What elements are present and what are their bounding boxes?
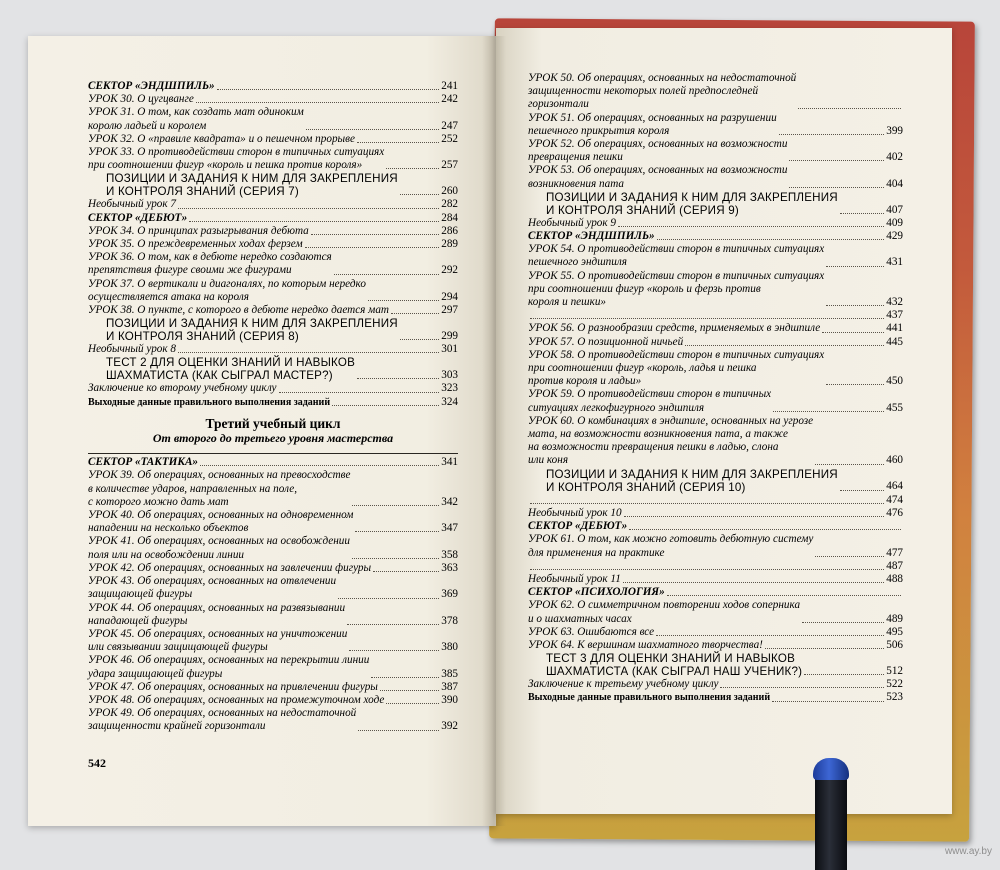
toc-entry xyxy=(528,322,903,335)
toc-entry-page: 455 xyxy=(886,401,903,414)
toc-entry-title: УРОК 53. Об операциях, основанных на возможности возникновения пата xyxy=(528,164,788,190)
toc-entry-title: СЕКТОР «ДЕБЮТ» xyxy=(528,520,628,533)
toc-entry-page: 495 xyxy=(886,625,903,638)
toc-entry xyxy=(88,133,458,146)
toc-entry-page: 294 xyxy=(441,290,458,303)
toc-entry-title: УРОК 46. Об операциях, основанных на перекрытии линии удара защищающей фигуры xyxy=(88,654,370,680)
book-gutter xyxy=(482,36,506,826)
toc-entry-title: УРОК 51. Об операциях, основанных на разрушении пешечного прикрытия короля xyxy=(528,111,777,137)
toc-entry-title: УРОК 30. О цугцванге xyxy=(88,93,194,106)
toc-entry-page: 476 xyxy=(886,506,903,519)
toc-entry-page: 358 xyxy=(441,548,458,561)
toc-entry-page: 441 xyxy=(886,322,903,335)
dot-leader xyxy=(400,339,439,340)
dot-leader xyxy=(200,465,439,466)
dot-leader xyxy=(400,194,439,195)
dot-leader xyxy=(386,168,439,169)
toc-entry-title: Необычный урок 8 xyxy=(88,343,177,356)
dot-leader xyxy=(840,213,884,214)
toc-entry-page: 407 xyxy=(886,203,903,216)
toc-entry-title: УРОК 62. О симметричном повторении ходов соперника и о шахматных часах xyxy=(528,599,801,625)
toc-entry-page: 488 xyxy=(886,572,903,585)
toc-entry xyxy=(528,138,903,164)
toc-entry xyxy=(88,628,458,654)
toc-entry-page: 297 xyxy=(441,304,458,317)
toc-entry-page: 299 xyxy=(441,330,458,343)
toc-entry-title: УРОК 34. О принципах разыгрывания дебюта xyxy=(88,224,309,237)
dot-leader xyxy=(357,142,439,143)
toc-entry-page: 242 xyxy=(441,93,458,106)
toc-entry-page: 257 xyxy=(441,159,458,172)
toc-entry-page: 324 xyxy=(441,395,458,408)
toc-entry xyxy=(528,560,903,573)
dot-leader xyxy=(380,690,439,691)
watermark: www.ay.by xyxy=(944,846,992,857)
dot-leader xyxy=(773,411,884,412)
dot-leader xyxy=(373,571,439,572)
dot-leader xyxy=(530,569,884,570)
dot-leader xyxy=(332,405,439,406)
toc-entry xyxy=(528,691,903,704)
toc-entry-page: 289 xyxy=(441,238,458,251)
toc-entry-page: 286 xyxy=(441,224,458,237)
dot-leader xyxy=(629,529,901,530)
toc-entry-page: 487 xyxy=(886,559,903,572)
dot-leader xyxy=(815,556,884,557)
toc-entry-title: ПОЗИЦИИ И ЗАДАНИЯ К НИМ ДЛЯ ЗАКРЕПЛЕНИЯ И КОНТРОЛЯ ЗНАНИЙ (СЕРИЯ 9) xyxy=(546,190,838,217)
toc-entry-page: 385 xyxy=(441,667,458,680)
toc-left-entries-bottom xyxy=(88,456,458,733)
toc-entry-page: 432 xyxy=(886,296,903,309)
toc-entry xyxy=(88,356,458,382)
toc-sector-entry xyxy=(88,80,458,93)
toc-entry-page: 363 xyxy=(441,561,458,574)
toc-entry-title: ТЕСТ 3 ДЛЯ ОЦЕНКИ ЗНАНИЙ И НАВЫКОВ ШАХМАТИСТА (КАК СЫГРАЛ НАШ УЧЕНИК?) xyxy=(546,652,803,679)
toc-entry-title: УРОК 57. О позиционной ничьей xyxy=(528,335,684,348)
cycle-subtitle: От второго до третьего уровня мастерства xyxy=(152,431,394,446)
toc-entry xyxy=(528,626,903,639)
dot-leader xyxy=(815,464,884,465)
toc-entry xyxy=(528,243,903,269)
dot-leader xyxy=(178,208,439,209)
toc-entry-page: 409 xyxy=(886,216,903,229)
toc-entry-page: 399 xyxy=(886,124,903,137)
toc-entry xyxy=(528,191,903,217)
dot-leader xyxy=(530,318,884,319)
toc-entry xyxy=(528,507,903,520)
toc-entry-page: 489 xyxy=(886,612,903,625)
toc-entry xyxy=(528,388,903,414)
toc-entry-page: 404 xyxy=(886,177,903,190)
toc-entry-title: УРОК 56. О разнообразии средств, применяемых в эндшпиле xyxy=(528,322,821,335)
toc-entry-title: УРОК 38. О пункте, с которого в дебюте нередко дается мат xyxy=(88,304,389,317)
toc-entry xyxy=(528,468,903,494)
toc-entry-title: Необычный урок 11 xyxy=(528,572,621,585)
dot-leader xyxy=(371,677,439,678)
toc-entry-page: 241 xyxy=(441,80,458,92)
toc-left-entries-top xyxy=(88,80,458,409)
toc-entry-title: УРОК 39. Об операциях, основанных на превосходстве в количестве ударов, направленных на поле, с которого можно дать мат xyxy=(88,469,351,508)
toc-entry-title: УРОК 45. Об операциях, основанных на уничтожении или связывании защищающей фигуры xyxy=(88,627,348,654)
toc-entry xyxy=(88,278,458,304)
toc-entry xyxy=(528,309,903,322)
dot-leader xyxy=(357,378,439,379)
dot-leader xyxy=(822,332,884,333)
toc-entry-page: 252 xyxy=(441,132,458,145)
toc-entry xyxy=(528,415,903,468)
toc-entry xyxy=(528,652,903,678)
toc-entry xyxy=(88,562,458,575)
toc-entry xyxy=(88,509,458,535)
toc-entry xyxy=(88,535,458,561)
toc-entry-title: УРОК 54. О противодействии сторон в типичных ситуациях пешечного эндшпиля xyxy=(528,243,825,269)
toc-entry-title: Заключение к третьему учебному циклу xyxy=(528,678,719,691)
dot-leader xyxy=(189,221,439,222)
toc-entry-page: 301 xyxy=(441,343,458,356)
toc-entry xyxy=(88,93,458,106)
dot-leader xyxy=(305,247,440,248)
dot-leader xyxy=(804,674,884,675)
dot-leader xyxy=(279,392,440,393)
dot-leader xyxy=(349,650,439,651)
toc-entry-page: 523 xyxy=(886,691,903,704)
dot-leader xyxy=(618,226,884,227)
toc-entry-title: УРОК 43. Об операциях, основанных на отвлечении защищающей фигуры xyxy=(88,575,337,601)
toc-entry-title: УРОК 48. Об операциях, основанных на промежуточном ходе xyxy=(88,693,385,706)
toc-entry-title: СЕКТОР «ДЕБЮТ» xyxy=(88,211,188,224)
dot-leader xyxy=(334,274,439,275)
toc-entry-title: ПОЗИЦИИ И ЗАДАНИЯ К НИМ ДЛЯ ЗАКРЕПЛЕНИЯ И КОНТРОЛЯ ЗНАНИЙ (СЕРИЯ 8) xyxy=(106,317,398,344)
toc-entry-title: СЕКТОР «ПСИХОЛОГИЯ» xyxy=(528,586,665,599)
toc-entry xyxy=(88,146,458,172)
toc-entry-page: 460 xyxy=(886,454,903,467)
dot-leader xyxy=(530,503,884,504)
divider xyxy=(88,453,458,454)
toc-entry-title: УРОК 31. О том, как создать мат одиноким королю ладьей и королем xyxy=(88,106,304,132)
toc-entry-page: 247 xyxy=(441,119,458,132)
toc-entry-title: УРОК 40. Об операциях, основанных на одновременном нападении на несколько объектов xyxy=(88,509,354,535)
pen-cap-icon xyxy=(813,758,849,780)
toc-entry-page: 378 xyxy=(441,614,458,627)
toc-entry-title: УРОК 36. О том, как в дебюте нередко создаются препятствия фигуре своими же фигурами xyxy=(88,251,332,277)
dot-leader xyxy=(772,701,884,702)
toc-entry-page: 506 xyxy=(886,638,903,651)
toc-entry xyxy=(88,172,458,198)
toc-entry-title: УРОК 35. О преждевременных ходах ферзем xyxy=(88,238,303,251)
toc-entry-title: ПОЗИЦИИ И ЗАДАНИЯ К НИМ ДЛЯ ЗАКРЕПЛЕНИЯ И КОНТРОЛЯ ЗНАНИЙ (СЕРИЯ 10) xyxy=(546,467,838,494)
toc-sector-entry xyxy=(528,520,903,533)
toc-entry xyxy=(88,681,458,694)
toc-entry-title: СЕКТОР «ЭНДШПИЛЬ» xyxy=(88,80,215,92)
toc-entry xyxy=(88,251,458,277)
toc-entry-page: 387 xyxy=(441,680,458,693)
toc-entry xyxy=(528,72,903,112)
toc-entry-page: 341 xyxy=(441,456,458,469)
toc-entry-page: 323 xyxy=(441,382,458,395)
cycle-title: Третий учебный цикл xyxy=(205,415,341,431)
toc-entry xyxy=(88,198,458,211)
dot-leader xyxy=(386,703,439,704)
toc-entry xyxy=(528,336,903,349)
dot-leader xyxy=(311,234,439,235)
toc-entry xyxy=(528,494,903,507)
dot-leader xyxy=(840,490,884,491)
page-number: 542 xyxy=(88,756,106,770)
toc-entry xyxy=(88,396,458,409)
toc-entry xyxy=(88,694,458,707)
toc-sector-entry xyxy=(88,456,458,469)
toc-entry xyxy=(88,654,458,680)
toc-entry-page: 445 xyxy=(886,335,903,348)
dot-leader xyxy=(623,582,884,583)
dot-leader xyxy=(355,531,439,532)
toc-sector-entry xyxy=(528,586,903,599)
toc-entry-title: УРОК 61. О том, как можно готовить дебютную систему для применения на практике xyxy=(528,533,814,559)
toc-entry xyxy=(528,112,903,138)
toc-entry xyxy=(528,217,903,230)
dot-leader xyxy=(789,187,884,188)
dot-leader xyxy=(368,300,439,301)
dot-leader xyxy=(685,345,884,346)
toc-entry xyxy=(528,349,903,389)
dot-leader xyxy=(826,384,884,385)
dot-leader xyxy=(347,624,439,625)
dot-leader xyxy=(338,598,439,599)
dot-leader xyxy=(217,89,440,90)
toc-right-entries xyxy=(528,72,903,705)
toc-entry-title: УРОК 50. Об операциях, основанных на недостаточной защищенности некоторых полей предпоследней горизонтали xyxy=(528,72,797,111)
dot-leader xyxy=(789,160,884,161)
toc-entry xyxy=(88,602,458,628)
toc-left-column xyxy=(88,80,458,734)
dot-leader xyxy=(826,266,884,267)
toc-entry-page: 450 xyxy=(886,375,903,388)
toc-entry-title: Выходные данные правильного выполнения заданий xyxy=(528,692,771,704)
dot-leader xyxy=(352,505,439,506)
toc-entry-page: 369 xyxy=(441,588,458,601)
toc-entry-title: СЕКТОР «ТАКТИКА» xyxy=(88,456,199,469)
toc-entry-title: СЕКТОР «ЭНДШПИЛЬ» xyxy=(528,230,655,243)
dot-leader xyxy=(798,108,901,109)
toc-entry-title: УРОК 41. Об операциях, основанных на освобождении поля или на освобождении линии xyxy=(88,535,350,561)
toc-entry-title: Необычный урок 7 xyxy=(88,198,177,211)
toc-entry-title: Выходные данные правильного выполнения заданий xyxy=(88,396,331,408)
toc-entry-title: ТЕСТ 2 ДЛЯ ОЦЕНКИ ЗНАНИЙ И НАВЫКОВ ШАХМАТИСТА (КАК СЫГРАЛ МАСТЕР?) xyxy=(106,356,356,383)
dot-leader xyxy=(352,558,439,559)
toc-entry-title: УРОК 52. Об операциях, основанных на возможности превращения пешки xyxy=(528,138,788,164)
dot-leader xyxy=(779,134,885,135)
toc-entry-title: УРОК 47. Об операциях, основанных на привлечении фигуры xyxy=(88,680,378,693)
dot-leader xyxy=(765,648,884,649)
toc-entry-title: УРОК 64. К вершинам шахматного творчества! xyxy=(528,638,763,651)
toc-entry-page: 464 xyxy=(886,480,903,493)
dot-leader xyxy=(656,635,884,636)
toc-right-column xyxy=(528,72,903,705)
toc-entry xyxy=(88,575,458,601)
toc-entry xyxy=(88,343,458,356)
toc-entry xyxy=(88,304,458,317)
toc-entry xyxy=(88,238,458,251)
toc-entry-page: 512 xyxy=(886,664,903,677)
toc-entry-title: ПОЗИЦИИ И ЗАДАНИЯ К НИМ ДЛЯ ЗАКРЕПЛЕНИЯ И КОНТРОЛЯ ЗНАНИЙ (СЕРИЯ 7) xyxy=(106,172,398,199)
toc-entry-page: 522 xyxy=(886,678,903,691)
toc-entry-page: 477 xyxy=(886,546,903,559)
toc-entry-title: Необычный урок 10 xyxy=(528,506,622,519)
dot-leader xyxy=(826,305,884,306)
toc-entry-title: УРОК 63. Ошибаются все xyxy=(528,625,655,638)
toc-entry-page: 392 xyxy=(441,720,458,733)
toc-entry-title: УРОК 44. Об операциях, основанных на развязывании нападающей фигуры xyxy=(88,601,346,627)
toc-entry-page: 474 xyxy=(886,493,903,506)
toc-entry xyxy=(88,382,458,395)
dot-leader xyxy=(720,687,884,688)
toc-entry-title: УРОК 59. О противодействии сторон в типичных ситуациях легкофигурного эндшпиля xyxy=(528,388,772,414)
dot-leader xyxy=(178,352,439,353)
toc-entry-page: 303 xyxy=(441,369,458,382)
toc-entry-title: Заключение ко второму учебному циклу xyxy=(88,382,277,395)
toc-entry-title: УРОК 49. Об операциях, основанных на недостаточной защищенности крайней горизонтали xyxy=(88,707,357,733)
toc-entry-title: УРОК 55. О противодействии сторон в типичных ситуациях при соотношении фигур «король и ферзь против короля и пешки» xyxy=(528,269,825,309)
dot-leader xyxy=(624,516,885,517)
toc-entry-title: УРОК 60. О комбинациях в эндшпиле, основанных на угрозе мата, на возможности возникновения пата, а также на возможности превращения пешки в ладью, слона или коня xyxy=(528,414,814,467)
toc-entry-page: 292 xyxy=(441,264,458,277)
toc-entry xyxy=(88,469,458,509)
toc-entry-page: 380 xyxy=(441,641,458,654)
dot-leader xyxy=(391,313,439,314)
toc-entry xyxy=(528,599,903,625)
toc-entry xyxy=(528,533,903,559)
toc-entry-page: 260 xyxy=(441,185,458,198)
toc-entry xyxy=(88,317,458,343)
toc-entry xyxy=(528,678,903,691)
toc-entry-page: 347 xyxy=(441,522,458,535)
toc-entry-title: УРОК 33. О противодействии сторон в типичных ситуациях при соотношении фигур «король и пешка против короля» xyxy=(88,146,385,172)
dot-leader xyxy=(306,129,439,130)
toc-entry-title: УРОК 32. О «правиле квадрата» и о пешечном прорыве xyxy=(88,132,355,145)
dot-leader xyxy=(196,102,439,103)
toc-entry xyxy=(88,106,458,132)
toc-entry-title: УРОК 42. Об операциях, основанных на завлечении фигуры xyxy=(88,561,372,574)
toc-entry-title: УРОК 37. О вертикали и диагоналях, по которым нередко осуществляется атака на короля xyxy=(88,277,366,303)
toc-entry-page: 284 xyxy=(441,211,458,224)
toc-entry xyxy=(528,164,903,190)
toc-entry-page: 429 xyxy=(886,230,903,243)
toc-entry xyxy=(528,573,903,586)
dot-leader xyxy=(358,730,439,731)
toc-entry xyxy=(88,225,458,238)
toc-entry-title: УРОК 58. О противодействии сторон в типичных ситуациях при соотношении фигур «король, ладья и пешка против короля и ладьи» xyxy=(528,348,825,388)
toc-entry-page: 390 xyxy=(441,693,458,706)
toc-sector-entry xyxy=(88,212,458,225)
toc-entry-title: Необычный урок 9 xyxy=(528,216,617,229)
toc-entry xyxy=(88,707,458,733)
toc-entry-page: 282 xyxy=(441,198,458,211)
toc-entry-page: 402 xyxy=(886,151,903,164)
toc-entry-page: 437 xyxy=(886,309,903,322)
dot-leader xyxy=(657,239,885,240)
toc-entry xyxy=(528,639,903,652)
toc-entry-page: 342 xyxy=(441,495,458,508)
toc-sector-entry xyxy=(528,230,903,243)
toc-entry xyxy=(528,270,903,310)
dot-leader xyxy=(667,595,901,596)
toc-entry-page: 431 xyxy=(886,256,903,269)
dot-leader xyxy=(802,622,884,623)
